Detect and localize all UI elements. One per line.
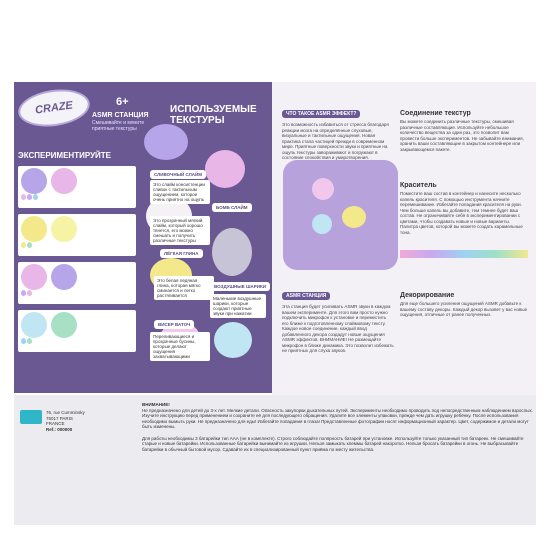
mix-title: Соединение текстур (400, 110, 471, 117)
asmr-station-section-text: Эта станция будет усиливать ASMR звуки в каждом вашем эксперименте. Для этого вам просто нужно подключить микрофон к установке и переместить его ближе к подготовленному слаймовому тексту. Каждое новое соединение, каждый ввод добавленного декора создадут новые ощущения ASMR эффектов. ВНИМАНИЕ! Не размещайте микрофон в ближе динамика. Это позволит избежать не приятных для слуха звуков. (282, 304, 394, 353)
exp-beads-green (51, 312, 77, 338)
age-badge: 6+ (116, 96, 129, 108)
beads-blue (214, 322, 252, 358)
experiment-card-3 (18, 262, 136, 304)
textures-title: ИСПОЛЬЗУЕМЫЕ ТЕКСТУРЫ (170, 104, 257, 126)
exp-slime-violet (51, 264, 77, 290)
desc-cream-slime: Это слайм консистенции сливок с тактильным ощущением, которое очень приятно на ощупь (150, 180, 210, 204)
warning-block (142, 402, 534, 452)
dye-text: Поместите ваш состав в контейнер и нанесите несколько капель красителя. С помощью инструмента начните перемешивание. Избегайте попадания красителя на руки. Чем больше капель вы добавите, тем темнее будет ваш состав. Не ограничивайте себя в экспериментировании с цветами, чтобы создавать новые и новые варианты. Палитра цветов, которой вы можете создать карамельные тона. (400, 191, 523, 235)
asmr-station-title: ASMR СТАНЦИЯ (92, 112, 149, 119)
color-palette (400, 250, 528, 258)
slime-pink (205, 150, 245, 188)
label-light-clay: ЛЁГКАЯ ГЛИНА (160, 249, 203, 258)
experiment-card-2 (18, 214, 136, 256)
battery-text: Для работы необходимы 3 батарейки тип ААА (не в комплекте). Строго соблюдайте полярность батарей при установке. Используйте только указанный тип батареек. Не смешивайте старые и новые батарейки. Использованные батарейки вынимайте из игрушки. Нельзя замыкать клеммы батарей накоротко. Нельзя бросать батарейки в огонь. Не выбрасывайте батарейки в обычный бытовой мусор. Сдавайте их в специализированный пункт приёма по месту жительства. (142, 435, 524, 452)
desc-fiber-beads: Переливающиеся и прозрачные бусины, которые делают ощущения захватывающими (150, 332, 210, 361)
brand-logo: CRAZE (16, 85, 92, 131)
exp-slime-pink2 (21, 264, 47, 290)
device-slime-yellow (342, 206, 366, 228)
label-cream-slime: СЛИВОЧНЫЙ СЛАЙМ (150, 170, 206, 179)
label-air-balls: ВОЗДУШНЫЕ ШАРИКИ (210, 282, 270, 291)
what-is-asmr-title: ЧТО ТАКОЕ ASMR ЭФФЕКТ? (282, 110, 360, 118)
what-is-asmr-section (282, 100, 394, 161)
device-slime-pink (312, 178, 334, 200)
experiment-title: ЭКСПЕРИМЕНТИРУЙТЕ (18, 151, 112, 160)
slime-lilac (144, 124, 188, 160)
asmr-station-subtitle: Смешивайте и мяните приятные текстуры (92, 120, 145, 132)
dye-title: Краситель (400, 182, 437, 189)
mix-text: Вы можете соединить различные текстуры, смешивая различные составляющие. Используйте небольшое количество вещества за один раз, это позволит вам провести больше экспериментов. Не забывайте внимания, хранить ваши составляющие в закрытом контейнере или закрывающемся пакете. (400, 119, 524, 152)
mix-section (400, 110, 528, 152)
exp-slime-lilac (21, 168, 47, 194)
company-logo (20, 410, 42, 424)
exp-slime-lightyellow (51, 216, 77, 242)
experiment-card-4 (18, 310, 136, 352)
warning-title: ВНИМАНИЕ! (142, 402, 170, 407)
desc-air-balls: Маленькие воздушные шарики, которые создают приятные звуки при нажатии (210, 294, 266, 318)
exp-beads-blue (21, 312, 47, 338)
experiment-card-1 (18, 166, 136, 208)
decor-title: Декорирование (400, 292, 455, 299)
decor-section (400, 292, 528, 318)
dye-section (400, 182, 528, 235)
desc-light-clay: Это белая ледяная глина, которая мягко сминается и легко растягивается (154, 276, 214, 300)
device-beads-blue (312, 214, 332, 234)
what-is-asmr-text: Это возможность избавиться от стресса благодаря реакции мозга на определённые слуховые, визуальные и тактильные ощущения. Новая практика стала частицей прежди в современном мире. Приятные поверхности звуки и приятные на ощупь текстуры завораживают и погружают в состояние спокойствия и умиротворения. (282, 122, 389, 160)
company-address: 76, rue Cumminsky 75017 PARIS FRANCE Ref.: 000000 (46, 410, 85, 432)
label-bomb-slime: БОМБ СЛАЙМ (212, 203, 252, 212)
asmr-station-section-title: ASMR СТАНЦИЯ (282, 292, 330, 300)
label-fiber-beads: ВИСЕР ВАТОЧ (154, 320, 194, 329)
decor-text: Для еще большего усиления ощущений ASMR добавьте к вашему составу декоры. Каждый декор вызовет у вас новые ощущения, отличные от ранее полученных. (400, 301, 528, 317)
exp-slime-yellow (21, 216, 47, 242)
asmr-station-device (283, 160, 398, 270)
desc-bomb-slime: Это прозрачный мягкий слайм, который хорошо тянется, его можно смешать и получить различные текстуры (150, 216, 210, 245)
warning-text: Не предназначено для детей до 3-х лет. Мелкие детали. Опасность закупорки дыхательных путей. Эксперименты необходимо проводить под непосредственным наблюдением взрослых. Изучите инструкцию перед применением и сохраните её для последующего обращения. Удалите все элементы упаковки, прежде чем дать игрушку ребёнку. После использования необходимо вымыть руки. Не предназначено для еды! Избегайте попадания в глаза! Представленные фотографии носят информационный характер. Цвет, содержимое и детали могут быть изменены. (142, 407, 533, 429)
slime-clear (212, 228, 252, 276)
asmr-station-section (282, 282, 394, 354)
exp-slime-pink (51, 168, 77, 194)
